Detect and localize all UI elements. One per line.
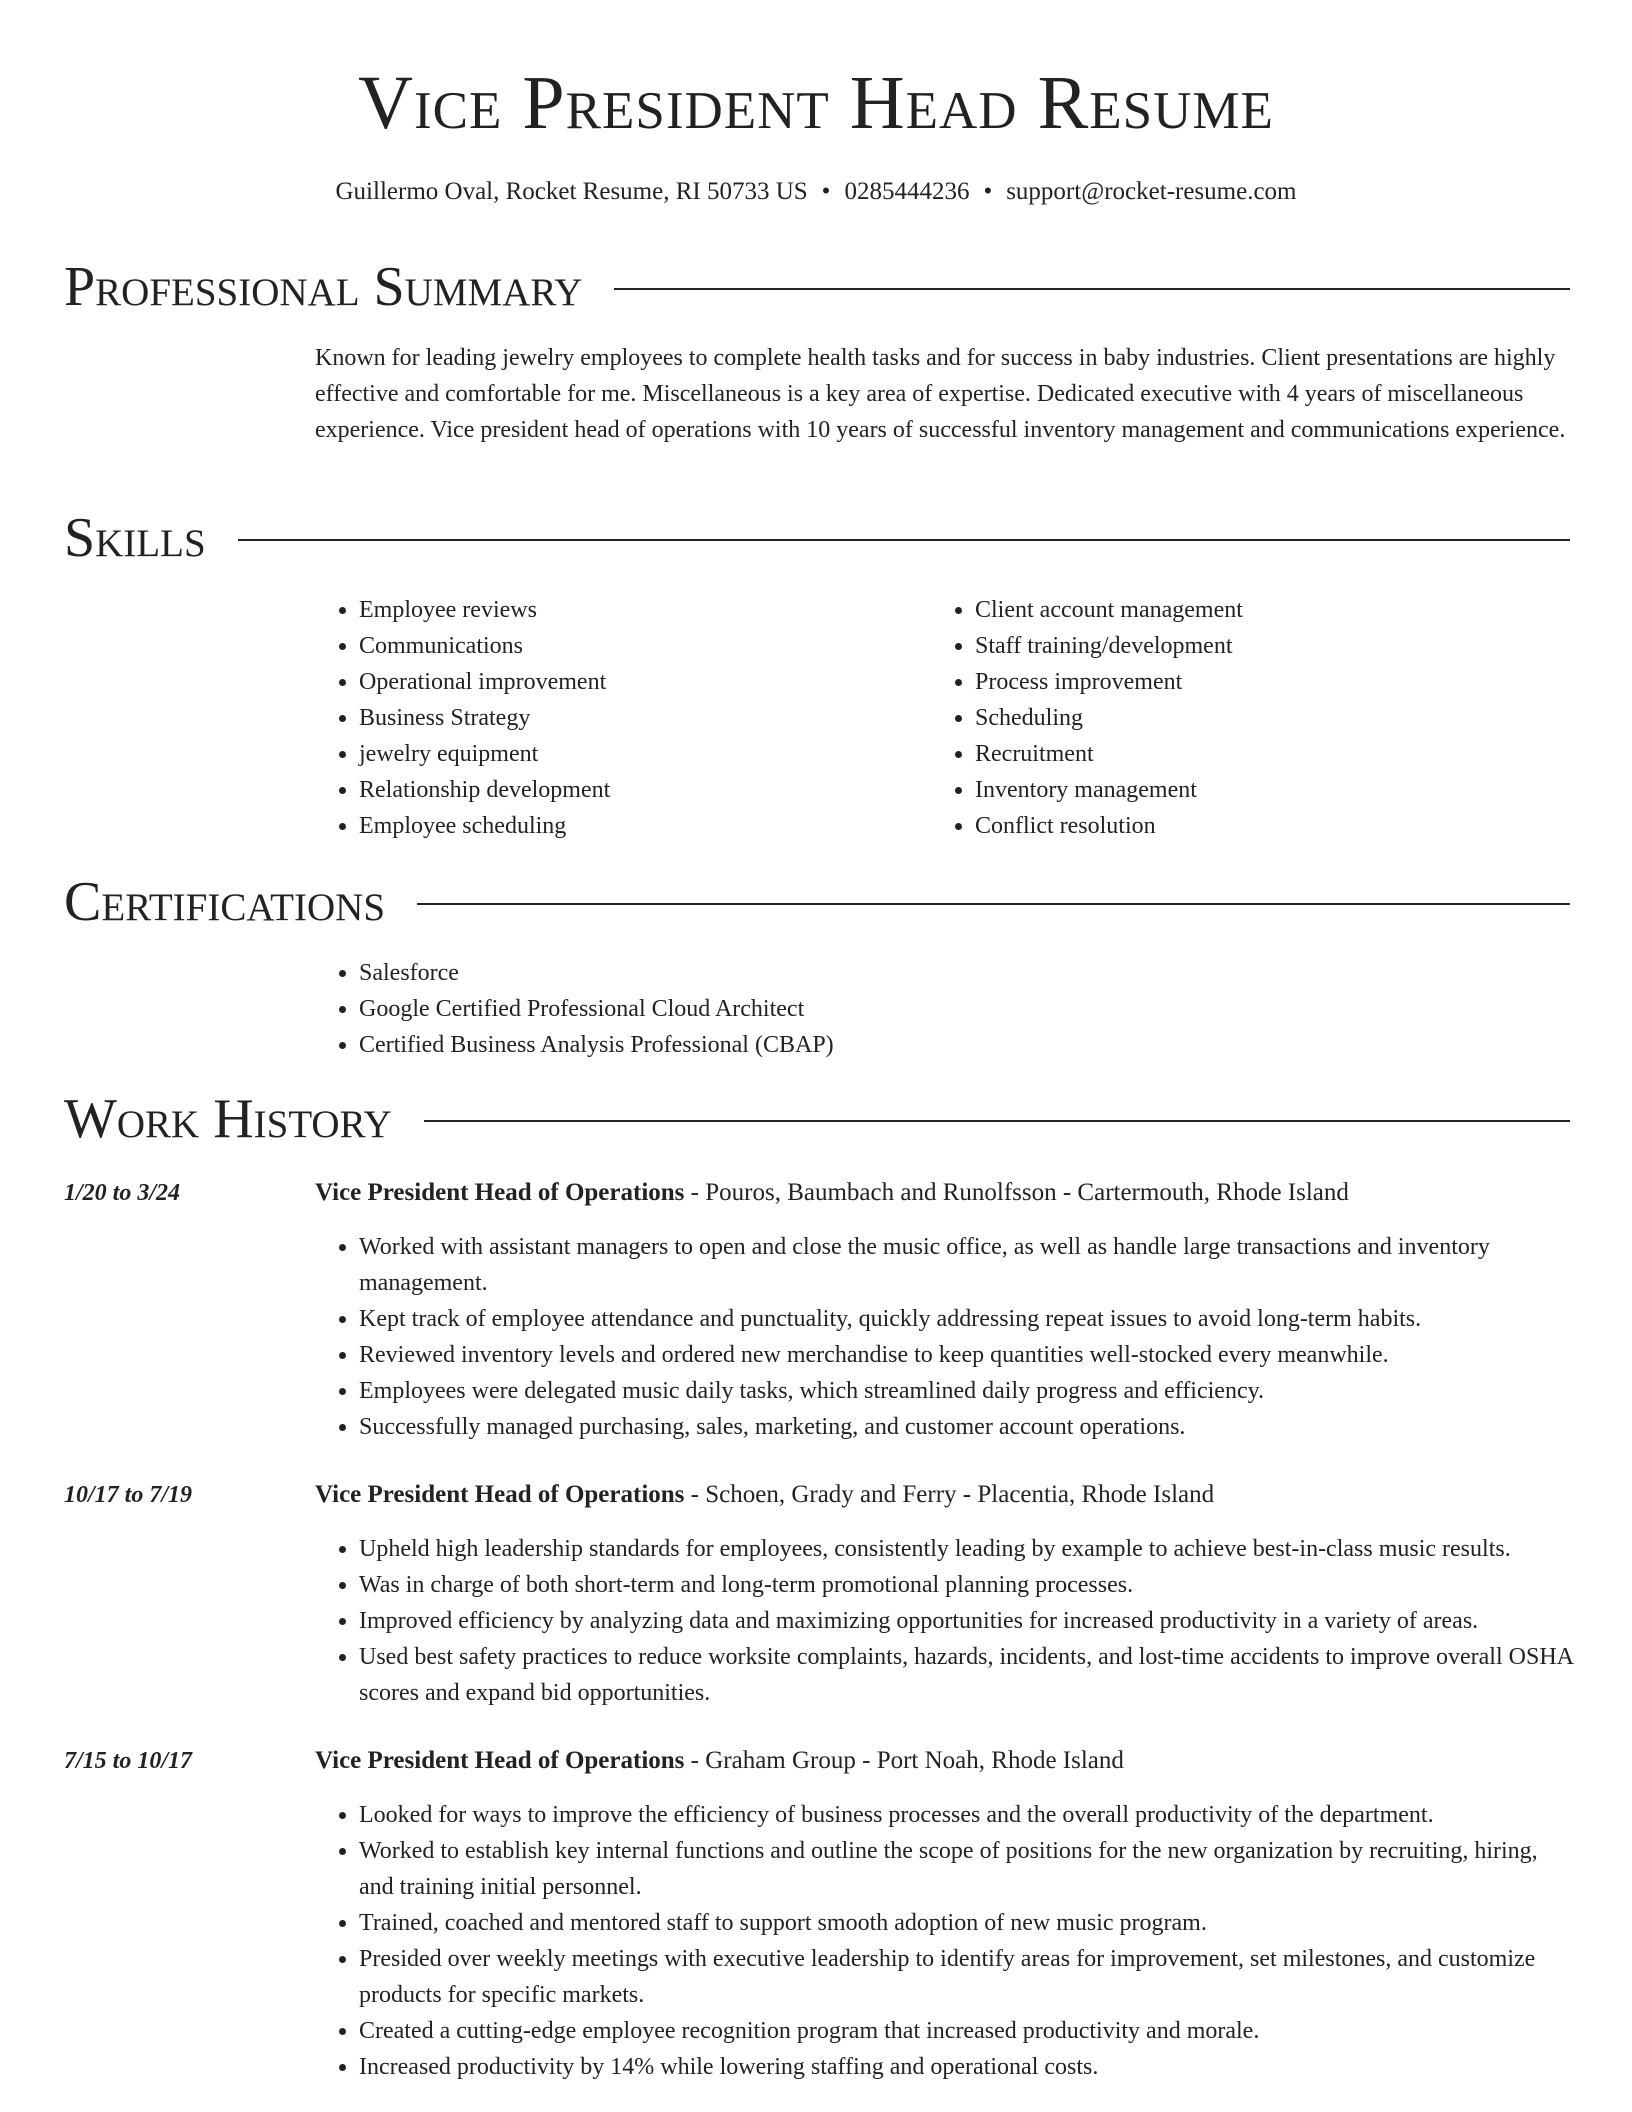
skill-item: • Employee scheduling [359, 808, 875, 844]
skill-item: • Staff training/development [975, 628, 1531, 664]
skill-item: • Client account management [975, 592, 1531, 628]
skills-heading: Skills [64, 507, 206, 569]
job-role: Vice President Head of Operations [315, 1179, 685, 1206]
certification-item: • Google Certified Professional Cloud Architect [359, 991, 1215, 1027]
job-bullet: • Trained, coached and mentored staff to support smooth adoption of new music program. [359, 1905, 1577, 1941]
section-divider [417, 903, 1570, 905]
job-dates: 1/20 to 3/24 [64, 1180, 181, 1206]
work-history-section-header [64, 1087, 1570, 1151]
certification-item: • Salesforce [359, 955, 1215, 991]
job-bullet: • Worked with assistant managers to open and close the music office, as well as handle large transactions and inventory management. [359, 1229, 1577, 1301]
job-bullet: • Looked for ways to improve the efficiency of business processes and the overall productivity of the department. [359, 1797, 1577, 1833]
job-title-line [315, 1175, 1575, 1211]
contact-address: Guillermo Oval, Rocket Resume, RI 50733 US [335, 178, 808, 205]
certifications-section-header [64, 870, 1570, 934]
job-bullet: • Used best safety practices to reduce worksite complaints, hazards, incidents, and lost-time accidents to improve overall OSHA scores and expand bid opportunities. [359, 1639, 1577, 1711]
summary-section-header [64, 255, 1570, 319]
contact-email[interactable]: support@rocket-resume.com [1006, 178, 1297, 205]
skill-item: • jewelry equipment [359, 736, 875, 772]
resume-title: Vice President Head Resume [358, 61, 1274, 145]
job-bullet: • Was in charge of both short-term and long-term promotional planning processes. [359, 1567, 1577, 1603]
job-bullet: • Increased productivity by 14% while lowering staffing and operational costs. [359, 2049, 1577, 2085]
job-bullets [315, 1229, 1577, 1445]
skills-section-header [64, 506, 1570, 570]
job-bullet: • Worked to establish key internal functions and outline the scope of positions for the new organization by recruiting, hiring, and training initial personnel. [359, 1833, 1577, 1905]
job-employer: - Schoen, Grady and Ferry - Placentia, Rhode Island [684, 1481, 1215, 1508]
section-divider [238, 539, 1570, 541]
job-title-line [315, 1743, 1575, 1779]
skill-item: • Process improvement [975, 664, 1531, 700]
job-bullets [315, 1531, 1577, 1711]
job-bullet: • Upheld high leadership standards for employees, consistently leading by example to achieve best-in-class music results. [359, 1531, 1577, 1567]
job-role: Vice President Head of Operations [315, 1747, 685, 1774]
job-dates: 7/15 to 10/17 [64, 1748, 193, 1774]
skill-item: • Business Strategy [359, 700, 875, 736]
job-bullet: • Kept track of employee attendance and punctuality, quickly addressing repeat issues to avoid long-term habits. [359, 1301, 1577, 1337]
skill-item: • Operational improvement [359, 664, 875, 700]
skill-item: • Recruitment [975, 736, 1531, 772]
skill-item: • Inventory management [975, 772, 1531, 808]
job-employer: - Graham Group - Port Noah, Rhode Island [684, 1747, 1124, 1774]
job-bullet: • Reviewed inventory levels and ordered new merchandise to keep quantities well-stocked every meanwhile. [359, 1337, 1577, 1373]
job-role: Vice President Head of Operations [315, 1481, 685, 1508]
job-employer: - Pouros, Baumbach and Runolfsson - Cartermouth, Rhode Island [684, 1179, 1349, 1206]
job-bullet: • Successfully managed purchasing, sales, marketing, and customer account operations. [359, 1409, 1577, 1445]
job-dates: 10/17 to 7/19 [64, 1482, 193, 1508]
certification-item: • Certified Business Analysis Professional (CBAP) [359, 1027, 1215, 1063]
certifications-heading: Certifications [64, 871, 386, 933]
job-bullets [315, 1797, 1577, 2085]
contact-separator: • [821, 178, 831, 205]
skill-item: • Communications [359, 628, 875, 664]
job-bullet: • Employees were delegated music daily tasks, which streamlined daily progress and efficiency. [359, 1373, 1577, 1409]
job-bullet: • Improved efficiency by analyzing data and maximizing opportunities for increased productivity in a variety of areas. [359, 1603, 1577, 1639]
skill-item: • Relationship development [359, 772, 875, 808]
section-divider [424, 1120, 1570, 1122]
certifications-list [315, 955, 1215, 1063]
section-divider [614, 288, 1570, 290]
contact-separator: • [983, 178, 993, 205]
summary-heading: Professional Summary [64, 256, 583, 318]
skill-item: • Employee reviews [359, 592, 875, 628]
job-bullet: • Created a cutting-edge employee recognition program that increased productivity and morale. [359, 2013, 1577, 2049]
skills-list-left [315, 592, 875, 844]
work-history-heading: Work History [64, 1088, 392, 1150]
contact-phone: 0285444236 [844, 178, 970, 205]
skill-item: • Conflict resolution [975, 808, 1531, 844]
skill-item: • Scheduling [975, 700, 1531, 736]
job-title-line [315, 1477, 1575, 1513]
summary-text: Known for leading jewelry employees to complete health tasks and for success in baby industries. Client presentations are highly effective and comfortable for me. Miscellaneous is a key area of expertise. Dedicated executive with 4 years of miscellaneous experience. Vice president head of operations with 10 years of successful inventory management and communications experience. [315, 345, 1566, 443]
job-bullet: • Presided over weekly meetings with executive leadership to identify areas for improvement, set milestones, and customize products for specific markets. [359, 1941, 1577, 2013]
contact-line [0, 176, 1632, 208]
skills-list-right [931, 592, 1531, 844]
